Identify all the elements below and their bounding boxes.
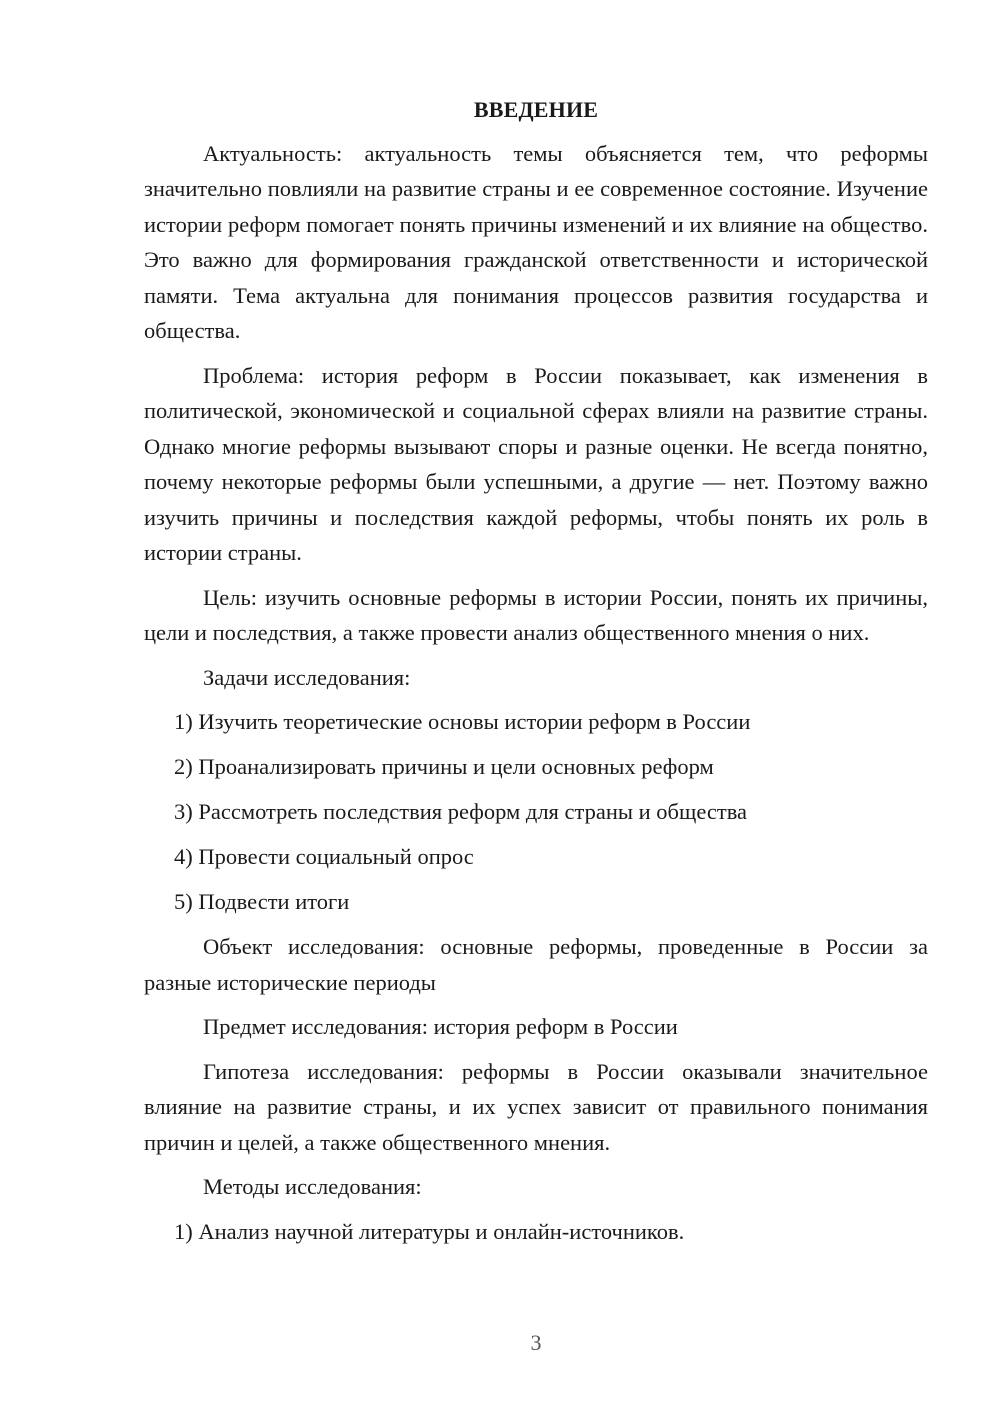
list-item: 3) Рассмотреть последствия реформ для страны и общества — [174, 799, 748, 824]
page-number: 3 — [530, 1330, 542, 1355]
hypothesis-paragraph: Гипотеза исследования: реформы в России оказывали значительное влияние на развитие страны, и их успех зависит от правильного понимания причин и целей, а также общественного мнения. — [144, 1058, 928, 1155]
list-item: 1) Анализ научной литературы и онлайн-источников. — [174, 1218, 685, 1244]
page-content — [144, 92, 928, 1259]
methods-heading: Методы исследования: — [203, 1174, 422, 1199]
section-title: ВВЕДЕНИЕ — [473, 97, 599, 122]
relevance-paragraph: Актуальность: актуальность темы объясняется тем, что реформы значительно повлияли на развитие страны и ее современное состояние. Изучение истории реформ помогает понять причины изменений и их влияние на общество. Это важно для формирования гражданской ответственности и исторической памяти. Тема актуальна для понимания процессов развития государства и общества. — [144, 140, 928, 343]
list-item: 4) Провести социальный опрос — [174, 844, 474, 869]
list-item: 5) Подвести итоги — [174, 889, 350, 914]
tasks-heading: Задачи исследования: — [203, 664, 411, 690]
tasks-list — [144, 704, 928, 920]
list-item: 1) Изучить теоретические основы истории реформ в России — [174, 709, 751, 734]
object-paragraph: Объект исследования: основные реформы, проведенные в России за разные исторические периоды — [144, 934, 928, 995]
subject-paragraph: Предмет исследования: история реформ в России — [203, 1014, 678, 1039]
list-item: 2) Проанализировать причины и цели основных реформ — [174, 754, 714, 779]
goal-paragraph: Цель: изучить основные реформы в истории России, понять их причины, цели и последствия, а также провести анализ общественного мнения о них. — [144, 584, 928, 645]
methods-list — [144, 1214, 928, 1250]
problem-paragraph: Проблема: история реформ в России показывает, как изменения в политической, экономической и социальной сферах влияли на развитие страны. Однако многие реформы вызывают споры и разные оценки. Не всегда понятно, почему некоторые реформы были успешными, а другие — нет. Поэтому важно изучить причины и последствия каждой реформы, чтобы понять их роль в истории страны. — [144, 362, 928, 565]
